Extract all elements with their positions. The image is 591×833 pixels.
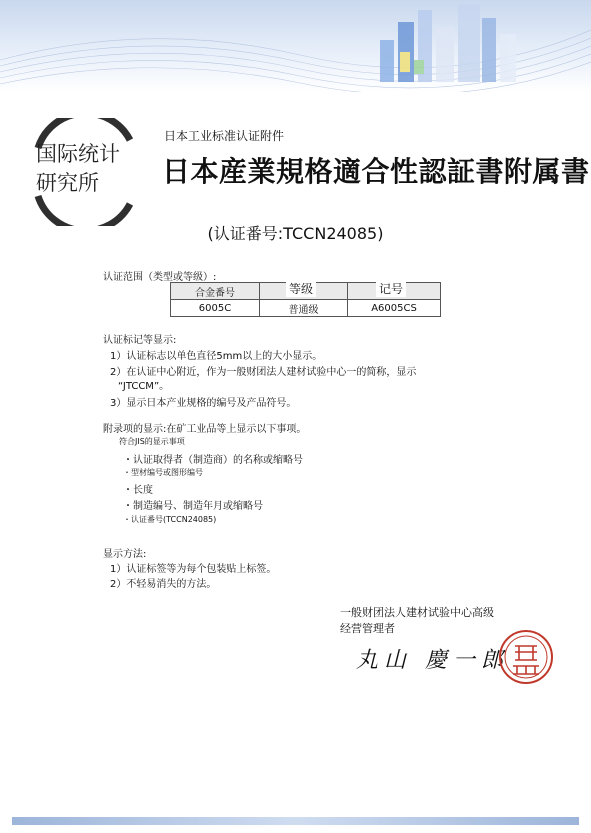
annex-item: ・制造编号、制造年月或缩略号 [123,501,263,512]
annex-item: ・型材编号或图形编号 [123,468,203,477]
table-header-cell: 合金番号 [171,283,260,300]
official-seal-icon [497,628,555,686]
marking-item: 2）在认证中心附近，作为一般财团法人建材试验中心一的简称，显示 [110,367,417,378]
annex-item: ・认证取得者（制造商）的名称或缩略号 [123,455,303,466]
signature: 丸山 慶一郎 [356,648,509,673]
logo-line-2: 研究所 [36,171,99,195]
marking-item: 1）认证标志以单色直径5mm以上的大小显示。 [110,351,323,362]
marking-heading: 认证标记等显示: [103,335,177,346]
marking-item: 3）显示日本产业规格的编号及产品符号。 [110,398,297,409]
annex-item: ・长度 [123,485,153,496]
document-title: 日本産業規格適合性認証書附属書 [162,155,590,188]
table-cell: A6005CS [348,300,441,317]
grade-column-header: 等级 [286,280,316,297]
table-row [171,300,441,317]
document-subtitle: 日本工业标准认证附件 [164,129,285,143]
logo-text [36,140,120,198]
annex-item: ・认证番号(TCCN24085) [123,515,217,524]
bar-graphic-decoration [0,0,591,92]
issuer-title: 经营管理者 [340,622,395,635]
certificate-number: (认证番号:TCCN24085) [207,224,384,243]
header-decoration [0,0,591,92]
display-method-heading: 显示方法: [103,549,147,560]
annex-subheading: 符合JIS的显示事项 [119,437,185,446]
logo [30,118,140,226]
marking-item: “JTCCM”。 [118,381,170,392]
display-method-item: 1）认证标签等为每个包装贴上标签。 [110,564,277,575]
symbol-column-header: 记号 [376,280,406,297]
display-method-item: 2）不轻易消失的方法。 [110,579,217,590]
footer-decoration [12,817,579,825]
scope-label: 认证范围（类型或等级）: [103,272,217,283]
table-cell: 普通级 [260,300,348,317]
annex-heading: 附录项的显示:在矿工业品等上显示以下事项。 [103,424,307,435]
issuer-organization: 一般财团法人建材试验中心高级 [340,606,494,619]
logo-line-1: 国际统计 [36,142,120,166]
table-cell: 6005C [171,300,260,317]
